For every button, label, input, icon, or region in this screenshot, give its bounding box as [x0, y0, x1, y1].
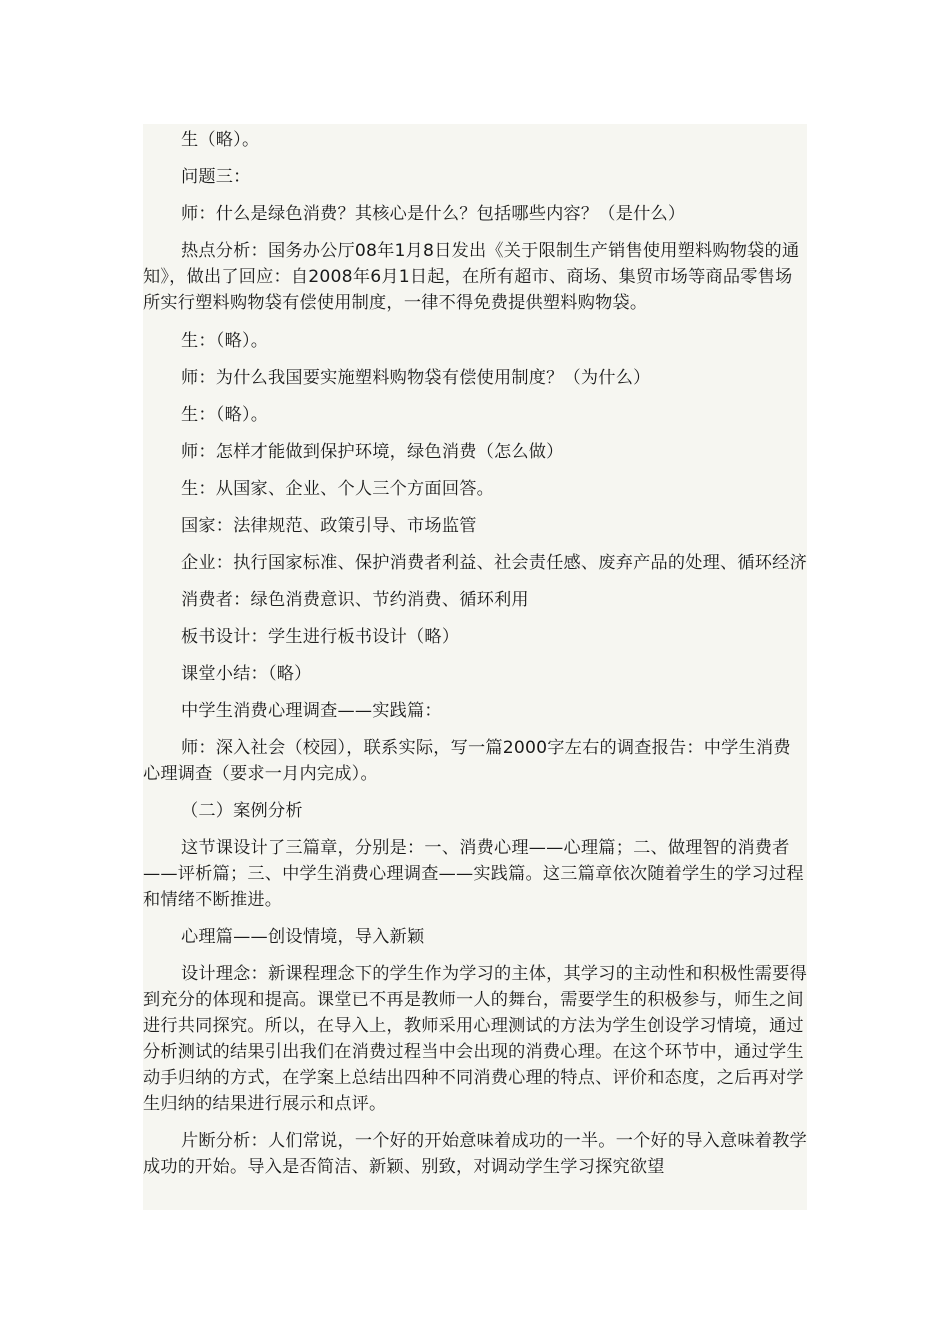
paragraph: 中学生消费心理调查——实践篇： — [181, 701, 442, 721]
section-heading: （二）案例分析 — [181, 801, 303, 821]
paragraph: 课堂小结：（略） — [181, 664, 312, 684]
paragraph: 师：为什么我国要实施塑料购物袋有偿使用制度？（为什么） — [181, 368, 651, 388]
paragraph: 生：从国家、企业、个人三个方面回答。 — [181, 479, 494, 499]
paragraph: 国家：法律规范、政策引导、市场监管 — [181, 516, 477, 536]
paragraph: 热点分析：国务办公厅08年1月8日发出《关于限制生产销售使用塑料购物袋的通知》，做出了回应：自2008年6月1日起，在所有超市、商场、集贸市场等商品零售场所实行塑料购物袋有偿使用制度，一律不得免费提供塑料购物袋。 — [143, 241, 800, 313]
paragraph: 设计理念：新课程理念下的学生作为学习的主体，其学习的主动性和积极性需要得到充分的体现和提高。课堂已不再是教师一人的舞台，需要学生的积极参与，师生之间进行共同探究。所以，在导入上，教师采用心理测试的方法为学生创设学习情境，通过分析测试的结果引出我们在消费过程当中会出现的消费心理。在这个环节中，通过学生动手归纳的方式，在学案上总结出四种不同消费心理的特点、评价和态度，之后再对学生归纳的结果进行展示和点评。 — [143, 964, 807, 1114]
paragraph: 心理篇——创设情境，导入新颖 — [181, 927, 425, 947]
paragraph: 企业：执行国家标准、保护消费者利益、社会责任感、废弃产品的处理、循环经济 — [181, 553, 807, 573]
paragraph: 板书设计：学生进行板书设计（略） — [181, 627, 460, 647]
paragraph: 生：（略）。 — [181, 331, 269, 351]
document-page — [143, 124, 807, 1210]
paragraph: 片断分析：人们常说，一个好的开始意味着成功的一半。一个好的导入意味着教学成功的开始。导入是否简洁、新颖、别致，对调动学生学习探究欲望 — [143, 1131, 807, 1177]
paragraph: 生：（略）。 — [181, 405, 269, 425]
paragraph: 师：深入社会（校园），联系实际，写一篇2000字左右的调查报告：中学生消费心理调查（要求一月内完成）。 — [143, 738, 791, 784]
paragraph: 这节课设计了三篇章，分别是：一、消费心理——心理篇；二、做理智的消费者——评析篇；三、中学生消费心理调查——实践篇。这三篇章依次随着学生的学习过程和情绪不断推进。 — [143, 838, 804, 910]
paragraph: 师：什么是绿色消费？其核心是什么？包括哪些内容？（是什么） — [181, 204, 686, 224]
paragraph: 师：怎样才能做到保护环境，绿色消费（怎么做） — [181, 442, 564, 462]
paragraph: 生（略）。 — [181, 130, 260, 150]
paragraph: 问题三： — [181, 167, 251, 187]
paragraph: 消费者：绿色消费意识、节约消费、循环利用 — [181, 590, 529, 610]
